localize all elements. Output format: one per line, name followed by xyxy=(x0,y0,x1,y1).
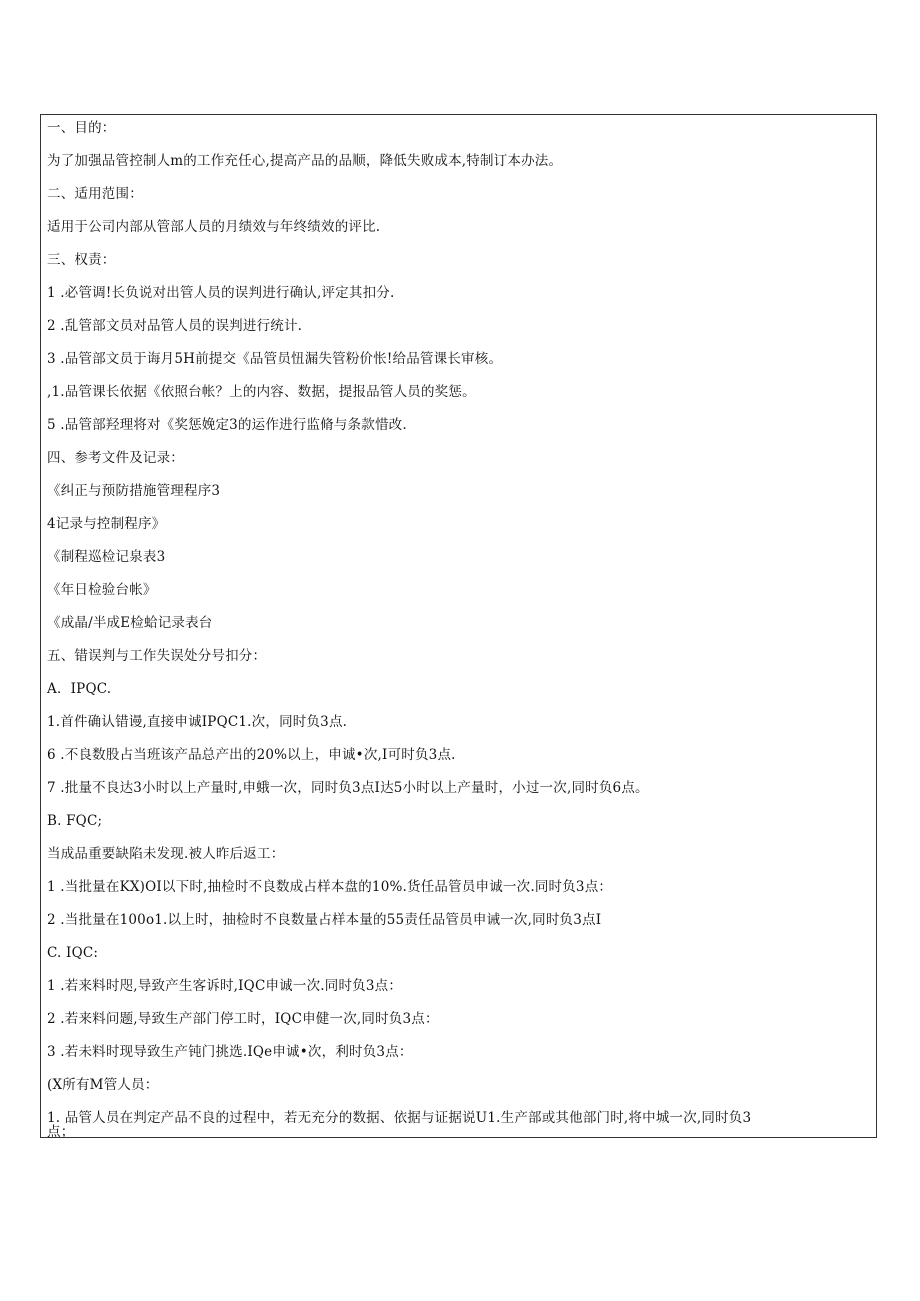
subsection-c-heading: C. IQC: xyxy=(47,945,99,961)
all-qc-item-1: 1. 品管人员在判定产品不良的过程中，若无充分的数据、依据与证据说U1.生产部或其他部门时,将中城一次,同时负3 xyxy=(47,1110,752,1126)
all-qc-item-1-continued: 点； xyxy=(47,1124,75,1140)
reference-doc-2: 4记录与控制程序》 xyxy=(47,516,166,532)
responsibility-item-4: ,1.品管课长依据《依照台帐？上的内容、数据，提报品管人员的奖惩。 xyxy=(47,384,476,400)
scope-text: 适用于公司内部从管部人员的月绩效与年终绩效的评比. xyxy=(47,219,381,235)
section-2-heading: 二、适用范围： xyxy=(47,186,143,202)
subsection-d-heading: (X所有M管人员： xyxy=(47,1077,159,1093)
reference-doc-4: 《年日检验台帐》 xyxy=(47,582,157,598)
subsection-a-heading: A．IPQC. xyxy=(47,681,112,697)
section-1-heading: 一、目的： xyxy=(47,120,116,136)
fqc-item-2: 2 .当批量在100o1.以上时，抽检时不良数量占样本量的55责任品管员申诫一次,同时负3点I xyxy=(47,912,602,928)
iqc-item-1: 1 .若来料时咫,导致产生客诉时,IQC申诚一次.同时负3点： xyxy=(47,978,403,994)
section-3-heading: 三、权责： xyxy=(47,252,116,268)
reference-doc-5: 《成晶/半成E检蛤记录表台 xyxy=(47,615,213,631)
section-4-heading: 四、参考文件及记录： xyxy=(47,450,184,466)
responsibility-item-2: 2 .乱管部文员对品管人员的误判进行统计. xyxy=(47,318,303,334)
fqc-intro: 当成品重要缺陷未发现.被人昨后返工： xyxy=(47,846,285,862)
responsibility-item-3: 3 .品管部文员于诲月5H前提交《品管员忸漏失管粉价怅!给品管课长审核。 xyxy=(47,351,503,367)
responsibility-item-1: 1 .必管调!长负说对出管人员的误判进行确认,评定其扣分. xyxy=(47,285,395,301)
subsection-b-heading: B. FQC; xyxy=(47,813,103,829)
ipqc-item-3: 7 .批量不良达3小时以上产量时,申蛾一次，同时负3点I达5小时以上产量时，小过一次,同时负6点。 xyxy=(47,780,649,796)
iqc-item-3: 3 .若未料时现导致生产钝门挑选.IQe申诚•次，利时负3点： xyxy=(47,1044,413,1060)
ipqc-item-1: 1.首件确认错谩,直接申诚IPQC1.次，同时负3点. xyxy=(47,714,348,730)
reference-doc-3: 《制程巡检记泉表3 xyxy=(47,549,166,565)
iqc-item-2: 2 .若来料问题,导致生产部门停工时，IQC申健一次,同时负3点： xyxy=(47,1011,439,1027)
section-5-heading: 五、错误判与工作失误处分号扣分： xyxy=(47,648,267,664)
document-box xyxy=(40,114,877,1138)
responsibility-item-5: 5 .品管部羟理将对《奖惩娩定3的运作进行监脩与条款惜改. xyxy=(47,417,407,433)
fqc-item-1: 1 .当批量在KX)OI以下时,抽检时不良数成占样本盘的10%.货任品管员申诚一次.同时负3点： xyxy=(47,879,613,895)
ipqc-item-2: 6 .不良数股占当班该产品总产出的20%以上，申诚•次,I可时负3点. xyxy=(47,747,456,763)
reference-doc-1: 《纠正与预防措施管理程序3 xyxy=(47,483,221,499)
purpose-text: 为了加强品管控制人m的工作充任心,提高产品的品顺，降低失败成本,特制订本办法。 xyxy=(47,153,563,169)
